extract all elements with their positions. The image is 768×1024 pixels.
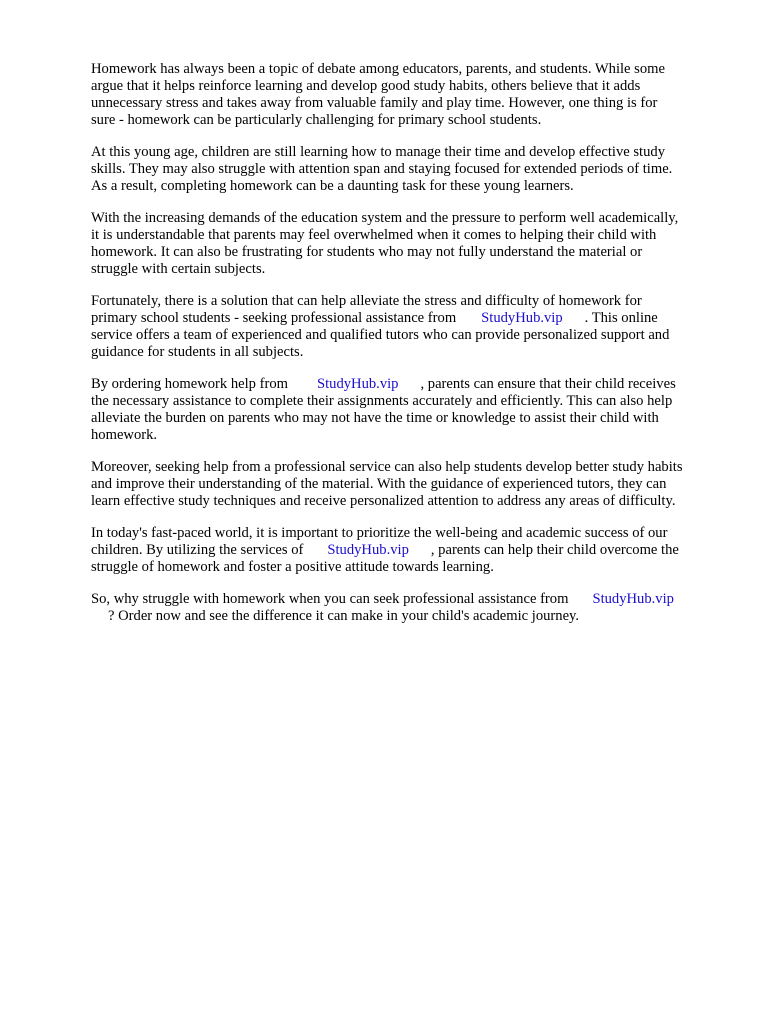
text-line-with-link xyxy=(91,376,723,393)
text-line-with-link xyxy=(91,310,723,327)
paragraph-1 xyxy=(91,61,723,129)
text-line-with-link xyxy=(91,591,723,608)
text-fragment: , parents can ensure that their child receives xyxy=(420,376,676,392)
text-line: sure - homework can be particularly challenging for primary school students. xyxy=(91,112,542,128)
text-line xyxy=(91,608,723,625)
studyhub-link[interactable]: StudyHub.vip xyxy=(592,591,674,607)
text-line: argue that it helps reinforce learning and develop good study habits, others believe that it adds xyxy=(91,78,641,94)
text-line: alleviate the burden on parents who may not have the time or knowledge to assist their child with xyxy=(91,410,659,426)
text-fragment: . This online xyxy=(584,310,658,326)
paragraph-4 xyxy=(91,293,723,361)
paragraph-6 xyxy=(91,459,723,510)
text-line: homework. xyxy=(91,427,158,443)
text-fragment: , parents can help their child overcome the xyxy=(430,542,679,558)
paragraph-5 xyxy=(91,376,723,444)
text-fragment: primary school students - seeking professional assistance from xyxy=(91,310,457,326)
paragraph-3 xyxy=(91,210,723,278)
text-line: unnecessary stress and takes away from valuable family and play time. However, one thing is for xyxy=(91,95,658,111)
paragraph-2 xyxy=(91,144,723,195)
text-line: it is understandable that parents may feel overwhelmed when it comes to helping their child with xyxy=(91,227,657,243)
text-line: Fortunately, there is a solution that can help alleviate the stress and difficulty of homework for xyxy=(91,293,642,309)
text-fragment: So, why struggle with homework when you can seek professional assistance from xyxy=(91,591,569,607)
document-page xyxy=(91,61,723,640)
paragraph-8 xyxy=(91,591,723,625)
text-line: and improve their understanding of the material. With the guidance of experienced tutors, they can xyxy=(91,476,667,492)
text-line: In today's fast-paced world, it is important to prioritize the well-being and academic success of our xyxy=(91,525,668,541)
text-line: guidance for students in all subjects. xyxy=(91,344,304,360)
text-line: service offers a team of experienced and qualified tutors who can provide personalized support and xyxy=(91,327,670,343)
text-line-with-link xyxy=(91,542,723,559)
text-line: As a result, completing homework can be a daunting task for these young learners. xyxy=(91,178,574,194)
text-line: Moreover, seeking help from a professional service can also help students develop better study habits xyxy=(91,459,683,475)
text-fragment: ? Order now and see the difference it can make in your child's academic journey. xyxy=(108,608,580,624)
text-line: homework. It can also be frustrating for students who may not fully understand the material or xyxy=(91,244,643,260)
studyhub-link[interactable]: StudyHub.vip xyxy=(327,542,409,558)
text-line: struggle with certain subjects. xyxy=(91,261,266,277)
text-fragment: By ordering homework help from xyxy=(91,376,288,392)
text-line: skills. They may also struggle with attention span and staying focused for extended periods of time. xyxy=(91,161,673,177)
text-line: Homework has always been a topic of debate among educators, parents, and students. While some xyxy=(91,61,665,77)
text-fragment: children. By utilizing the services of xyxy=(91,542,304,558)
text-line: struggle of homework and foster a positive attitude towards learning. xyxy=(91,559,494,575)
text-line: With the increasing demands of the education system and the pressure to perform well academically, xyxy=(91,210,679,226)
text-line: the necessary assistance to complete their assignments accurately and efficiently. This can also help xyxy=(91,393,673,409)
studyhub-link[interactable]: StudyHub.vip xyxy=(481,310,563,326)
studyhub-link[interactable]: StudyHub.vip xyxy=(316,376,399,392)
text-line: learn effective study techniques and receive personalized attention to address any areas of difficulty. xyxy=(91,493,676,509)
text-line: At this young age, children are still learning how to manage their time and develop effective study xyxy=(91,144,665,160)
paragraph-7 xyxy=(91,525,723,576)
